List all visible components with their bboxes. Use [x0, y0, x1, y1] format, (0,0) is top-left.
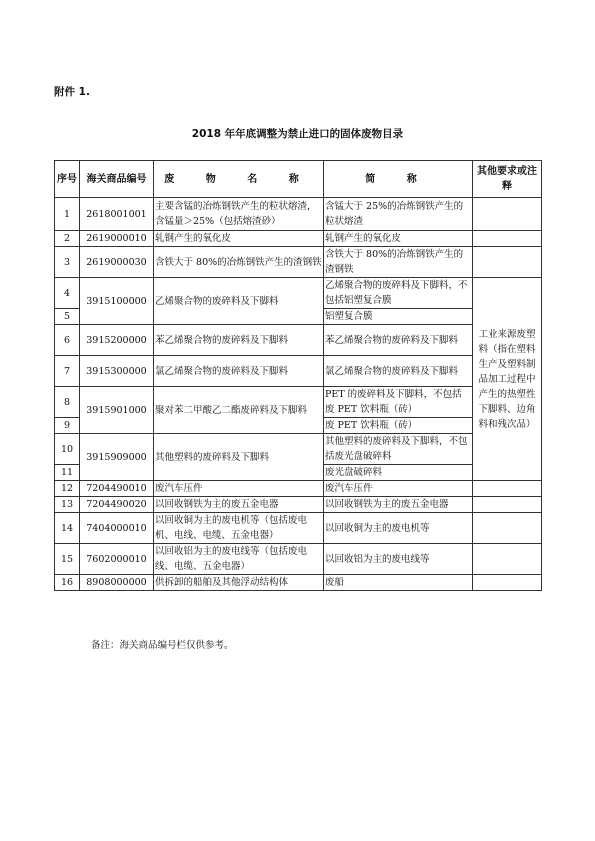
short-cell: 轧钢产生的氧化皮	[324, 231, 473, 247]
seq-cell: 4	[55, 278, 80, 309]
seq-cell: 7	[55, 356, 80, 387]
seq-cell: 8	[55, 387, 80, 418]
header-name: 废 物 名 称	[154, 161, 324, 198]
seq-cell: 12	[55, 481, 80, 497]
table-row	[55, 231, 542, 247]
table-row	[55, 481, 542, 497]
short-cell: 废 PET 饮料瓶（砖）	[324, 418, 473, 434]
attachment-label: 附件 1.	[54, 86, 90, 98]
code-cell: 7204490020	[80, 497, 154, 513]
name-cell: 聚对苯二甲酸乙二酯废碎料及下脚料	[154, 387, 324, 434]
name-cell: 其他塑料的废碎料及下脚料	[154, 434, 324, 481]
plastics-remark-cell: 工业来源废塑料（指在塑料生产及塑料制品加工过程中产生的热塑性下脚料、边角料和残次品）	[473, 278, 542, 481]
header-code: 海关商品编号	[80, 161, 154, 198]
table-header-row	[55, 161, 542, 198]
name-cell: 供拆卸的船舶及其他浮动结构体	[154, 575, 324, 591]
table-row	[55, 247, 542, 278]
short-cell: 废船	[324, 575, 473, 591]
name-cell: 以回收铜为主的废电机等（包括废电机、电线、电缆、五金电器）	[154, 513, 324, 544]
name-cell: 废汽车压件	[154, 481, 324, 497]
other-cell	[473, 544, 542, 575]
short-cell: 以回收钢铁为主的废五金电器	[324, 497, 473, 513]
table-row	[55, 434, 542, 465]
code-cell: 3915300000	[80, 356, 154, 387]
code-cell: 3915100000	[80, 278, 154, 325]
short-cell: 其他塑料的废碎料及下脚料，不包括废光盘破碎料	[324, 434, 473, 465]
seq-cell: 16	[55, 575, 80, 591]
table-row	[55, 513, 542, 544]
name-cell: 以回收钢铁为主的废五金电器	[154, 497, 324, 513]
name-cell: 乙烯聚合物的废碎料及下脚料	[154, 278, 324, 325]
short-cell: PET 的废碎料及下脚料，不包括废 PET 饮料瓶（砖）	[324, 387, 473, 418]
other-cell	[473, 575, 542, 591]
seq-cell: 2	[55, 231, 80, 247]
header-short: 简 称	[324, 161, 473, 198]
name-cell: 以回收铝为主的废电线等（包括废电线、电缆、五金电器）	[154, 544, 324, 575]
seq-cell: 5	[55, 309, 80, 325]
header-seq: 序号	[55, 161, 80, 198]
short-cell: 废汽车压件	[324, 481, 473, 497]
short-cell: 苯乙烯聚合物的废碎料及下脚料	[324, 325, 473, 356]
other-cell	[473, 513, 542, 544]
seq-cell: 11	[55, 465, 80, 481]
seq-cell: 1	[55, 198, 80, 231]
footnote: 备注：海关商品编号栏仅供参考。	[91, 640, 234, 651]
table-row	[55, 278, 542, 309]
code-cell: 8908000000	[80, 575, 154, 591]
short-cell: 含铁大于 80%的冶炼钢铁产生的渣钢铁	[324, 247, 473, 278]
code-cell: 7204490010	[80, 481, 154, 497]
name-cell: 苯乙烯聚合物的废碎料及下脚料	[154, 325, 324, 356]
short-cell: 氯乙烯聚合物的废碎料及下脚料	[324, 356, 473, 387]
table-row	[55, 544, 542, 575]
code-cell: 2619000010	[80, 231, 154, 247]
other-cell	[473, 481, 542, 497]
table-row	[55, 387, 542, 418]
short-cell: 乙烯聚合物的废碎料及下脚料，不包括铝塑复合膜	[324, 278, 473, 309]
other-cell	[473, 497, 542, 513]
short-cell: 铝塑复合膜	[324, 309, 473, 325]
table-row	[55, 497, 542, 513]
name-cell: 轧钢产生的氧化皮	[154, 231, 324, 247]
waste-catalog-table	[54, 160, 542, 591]
seq-cell: 9	[55, 418, 80, 434]
other-cell	[473, 231, 542, 247]
seq-cell: 6	[55, 325, 80, 356]
seq-cell: 15	[55, 544, 80, 575]
name-cell: 含铁大于 80%的冶炼钢铁产生的渣钢铁	[154, 247, 324, 278]
other-cell	[473, 198, 542, 231]
short-cell: 废光盘破碎料	[324, 465, 473, 481]
header-other: 其他要求或注释	[473, 161, 542, 198]
table-row	[55, 198, 542, 231]
code-cell: 7602000010	[80, 544, 154, 575]
name-cell: 氯乙烯聚合物的废碎料及下脚料	[154, 356, 324, 387]
seq-cell: 10	[55, 434, 80, 465]
code-cell: 7404000010	[80, 513, 154, 544]
other-cell	[473, 247, 542, 278]
short-cell: 以回收铜为主的废电机等	[324, 513, 473, 544]
code-cell: 3915909000	[80, 434, 154, 481]
name-cell: 主要含锰的冶炼钢铁产生的粒状熔渣，含锰量＞25%（包括熔渣砂）	[154, 198, 324, 231]
table-row	[55, 325, 542, 356]
code-cell: 2619000030	[80, 247, 154, 278]
code-cell: 3915901000	[80, 387, 154, 434]
short-cell: 含锰大于 25%的冶炼钢铁产生的粒状熔渣	[324, 198, 473, 231]
short-cell: 以回收铝为主的废电线等	[324, 544, 473, 575]
document-title: 2018 年年底调整为禁止进口的固体废物目录	[191, 128, 404, 140]
seq-cell: 14	[55, 513, 80, 544]
table-row	[55, 575, 542, 591]
table-row	[55, 356, 542, 387]
seq-cell: 3	[55, 247, 80, 278]
code-cell: 3915200000	[80, 325, 154, 356]
code-cell: 2618001001	[80, 198, 154, 231]
seq-cell: 13	[55, 497, 80, 513]
